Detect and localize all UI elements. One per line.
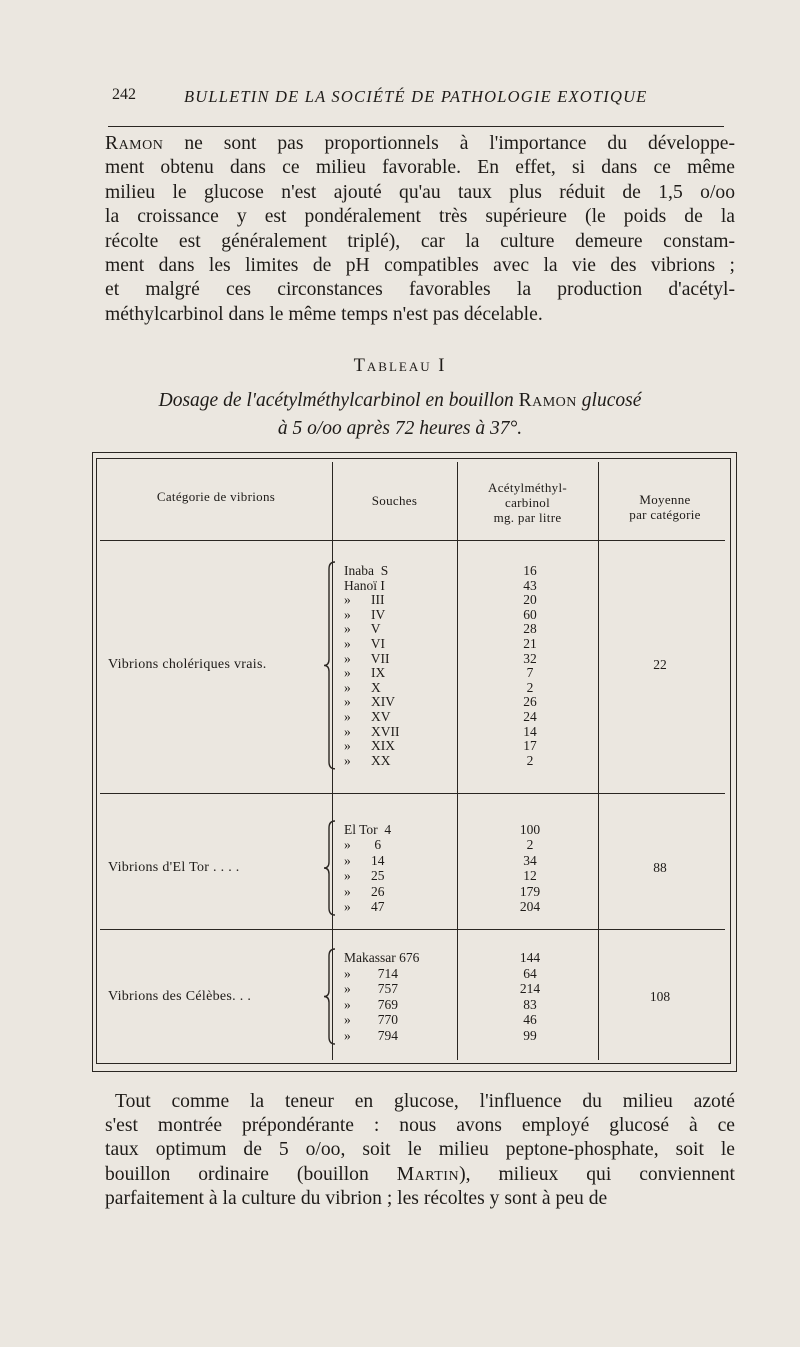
strain-cell: » 770	[344, 1012, 398, 1028]
text-run: ne sont pas proportionnels à l'importance du développe-	[163, 133, 735, 154]
text-line	[115, 1090, 735, 1114]
strain-cell: » 25	[344, 868, 385, 884]
strain-cell: » XV	[344, 709, 391, 724]
header-amc-line-2: carbinol	[505, 495, 550, 510]
group-rule-2	[100, 929, 725, 930]
value-cell: 99	[523, 1028, 537, 1043]
value-cell: 179	[519, 883, 541, 899]
column-rule-2	[457, 462, 458, 1060]
strain-cell: » III	[344, 592, 385, 608]
category-label: Vibrions des Célèbes. . .	[108, 988, 252, 1004]
header-strains: Souches	[371, 493, 418, 508]
value-cell: 100	[519, 822, 541, 837]
text-run: Tout comme la teneur en glucose, l'influence du milieu azoté	[115, 1091, 735, 1112]
strain-cell: » V	[344, 621, 381, 637]
value-cell: 16	[523, 563, 537, 578]
category-label: Vibrions d'El Tor . . . .	[108, 860, 240, 875]
value-cell: 2	[526, 679, 534, 695]
strain-cell: » IX	[344, 665, 386, 681]
caption-author: Ramon	[518, 390, 577, 411]
header-amc-line-3: mg. par litre	[493, 510, 562, 525]
strain-cell: » XIV	[344, 694, 395, 710]
strain-cell: » 794	[344, 1028, 398, 1043]
text-line	[105, 303, 543, 327]
strain-cell: Makassar 676	[344, 950, 420, 965]
header-rule-row	[100, 540, 725, 541]
value-cell: 214	[519, 981, 541, 997]
category-label: Vibrions cholériques vrais.	[108, 657, 267, 673]
value-cell: 2	[526, 752, 534, 768]
strain-cell: » 769	[344, 996, 398, 1012]
text-run: méthylcarbinol dans le même temps n'est pas décelable.	[105, 303, 543, 325]
strain-cell: » 6	[344, 837, 382, 853]
header-amc-line-1: Acétylméthyl-	[488, 480, 567, 495]
text-line	[105, 156, 735, 180]
strain-cell: » X	[344, 679, 381, 695]
page-number: 242	[112, 86, 136, 103]
text-run: ment obtenu dans ce milieu favorable. En effet, si dans ce même	[105, 157, 735, 179]
strain-cell: » VII	[344, 650, 390, 666]
text-line	[105, 1163, 735, 1187]
text-line	[105, 254, 735, 278]
value-cell: 83	[523, 996, 537, 1012]
author-name: Ramon	[105, 133, 164, 154]
text-line	[105, 181, 735, 205]
header-mean	[598, 492, 732, 522]
value-cell: 204	[519, 899, 541, 914]
text-run: parfaitement à la culture du vibrion ; les récoltes y sont à peu de	[105, 1187, 608, 1209]
header-category: Catégorie de vibrions	[156, 489, 276, 504]
text-run: la croissance y est pondéralement très supérieure (le poids de la	[105, 206, 735, 228]
strain-cell: » XVII	[344, 723, 400, 739]
value-cell: 43	[523, 577, 537, 593]
text-run: ), milieux qui conviennent	[459, 1163, 735, 1185]
strain-cell: Hanoï I	[344, 577, 385, 593]
value-cell: 26	[523, 694, 537, 710]
text-line	[105, 278, 735, 302]
text-run: et malgré ces circonstances favorables la production d'acétyl-	[105, 279, 735, 301]
strain-cell: » 757	[344, 981, 398, 997]
text-line	[105, 205, 735, 229]
category-mean: 88	[653, 860, 667, 875]
text-line	[105, 1187, 607, 1211]
text-run: milieu le glucose n'est ajouté qu'au taux plus réduit de 1,5 o/oo	[105, 181, 735, 203]
text-line	[105, 1114, 735, 1138]
text-line	[105, 230, 735, 254]
value-cell: 14	[523, 723, 537, 739]
strain-cell: Inaba S	[344, 563, 389, 578]
text-line	[105, 132, 735, 156]
strain-cell: » VI	[344, 636, 386, 651]
strain-cell: El Tor 4	[344, 822, 392, 837]
text-run: ment dans les limites de pH compatibles avec la vie des vibrions ;	[105, 255, 735, 276]
value-cell: 20	[523, 592, 537, 608]
brace-icon	[323, 561, 337, 770]
value-cell: 2	[526, 837, 534, 853]
column-rule-3	[598, 462, 599, 1060]
table-caption-line-2: à 5 o/oo après 72 heures à 37°.	[277, 418, 523, 439]
header-mean-line-1: Moyenne	[639, 492, 691, 507]
table-label: Tableau I	[353, 356, 447, 376]
value-cell: 32	[523, 650, 537, 666]
strain-cell: » 26	[344, 883, 385, 899]
value-cell: 64	[523, 965, 537, 981]
caption-text-b: glucosé	[576, 390, 642, 411]
strain-cell: » IV	[344, 606, 386, 622]
text-run: s'est montrée prépondérante : nous avons employé glucosé à ce	[105, 1115, 735, 1137]
value-cell: 12	[523, 868, 537, 884]
value-cell: 21	[523, 636, 537, 651]
journal-title: BULLETIN DE LA SOCIÉTÉ DE PATHOLOGIE EXOTIQUE	[184, 87, 648, 106]
text-run: récolte est généralement triplé), car la culture demeure constam-	[105, 230, 735, 252]
strain-cell: » 14	[344, 852, 385, 868]
header-rule	[108, 126, 724, 127]
text-run: bouillon ordinaire (bouillon	[105, 1163, 397, 1185]
header-amc	[457, 480, 598, 525]
group-rule-1	[100, 793, 725, 794]
brace-icon	[323, 948, 337, 1045]
value-cell: 7	[526, 665, 534, 681]
value-cell: 144	[519, 950, 541, 965]
text-line	[105, 1138, 735, 1162]
value-cell: 60	[523, 606, 537, 622]
value-cell: 17	[523, 738, 537, 754]
category-mean: 22	[653, 657, 667, 673]
value-cell: 34	[523, 852, 537, 868]
running-head	[112, 86, 722, 114]
header-mean-line-2: par catégorie	[629, 507, 701, 522]
value-cell: 24	[523, 709, 537, 724]
table-caption-line-1	[0, 390, 800, 412]
strain-cell: » XIX	[344, 738, 395, 754]
strain-cell: » 47	[344, 899, 385, 914]
caption-text-a: Dosage de l'acétylméthylcarbinol en bouillon	[158, 390, 519, 411]
category-mean: 108	[649, 988, 671, 1004]
strain-cell: » 714	[344, 965, 398, 981]
text-run: taux optimum de 5 o/oo, soit le milieu peptone-phosphate, soit le	[105, 1139, 735, 1161]
value-cell: 28	[523, 621, 537, 637]
strain-cell: » XX	[344, 752, 391, 768]
value-cell: 46	[523, 1012, 537, 1028]
author-name: Martin	[396, 1163, 460, 1185]
brace-icon	[323, 820, 337, 916]
